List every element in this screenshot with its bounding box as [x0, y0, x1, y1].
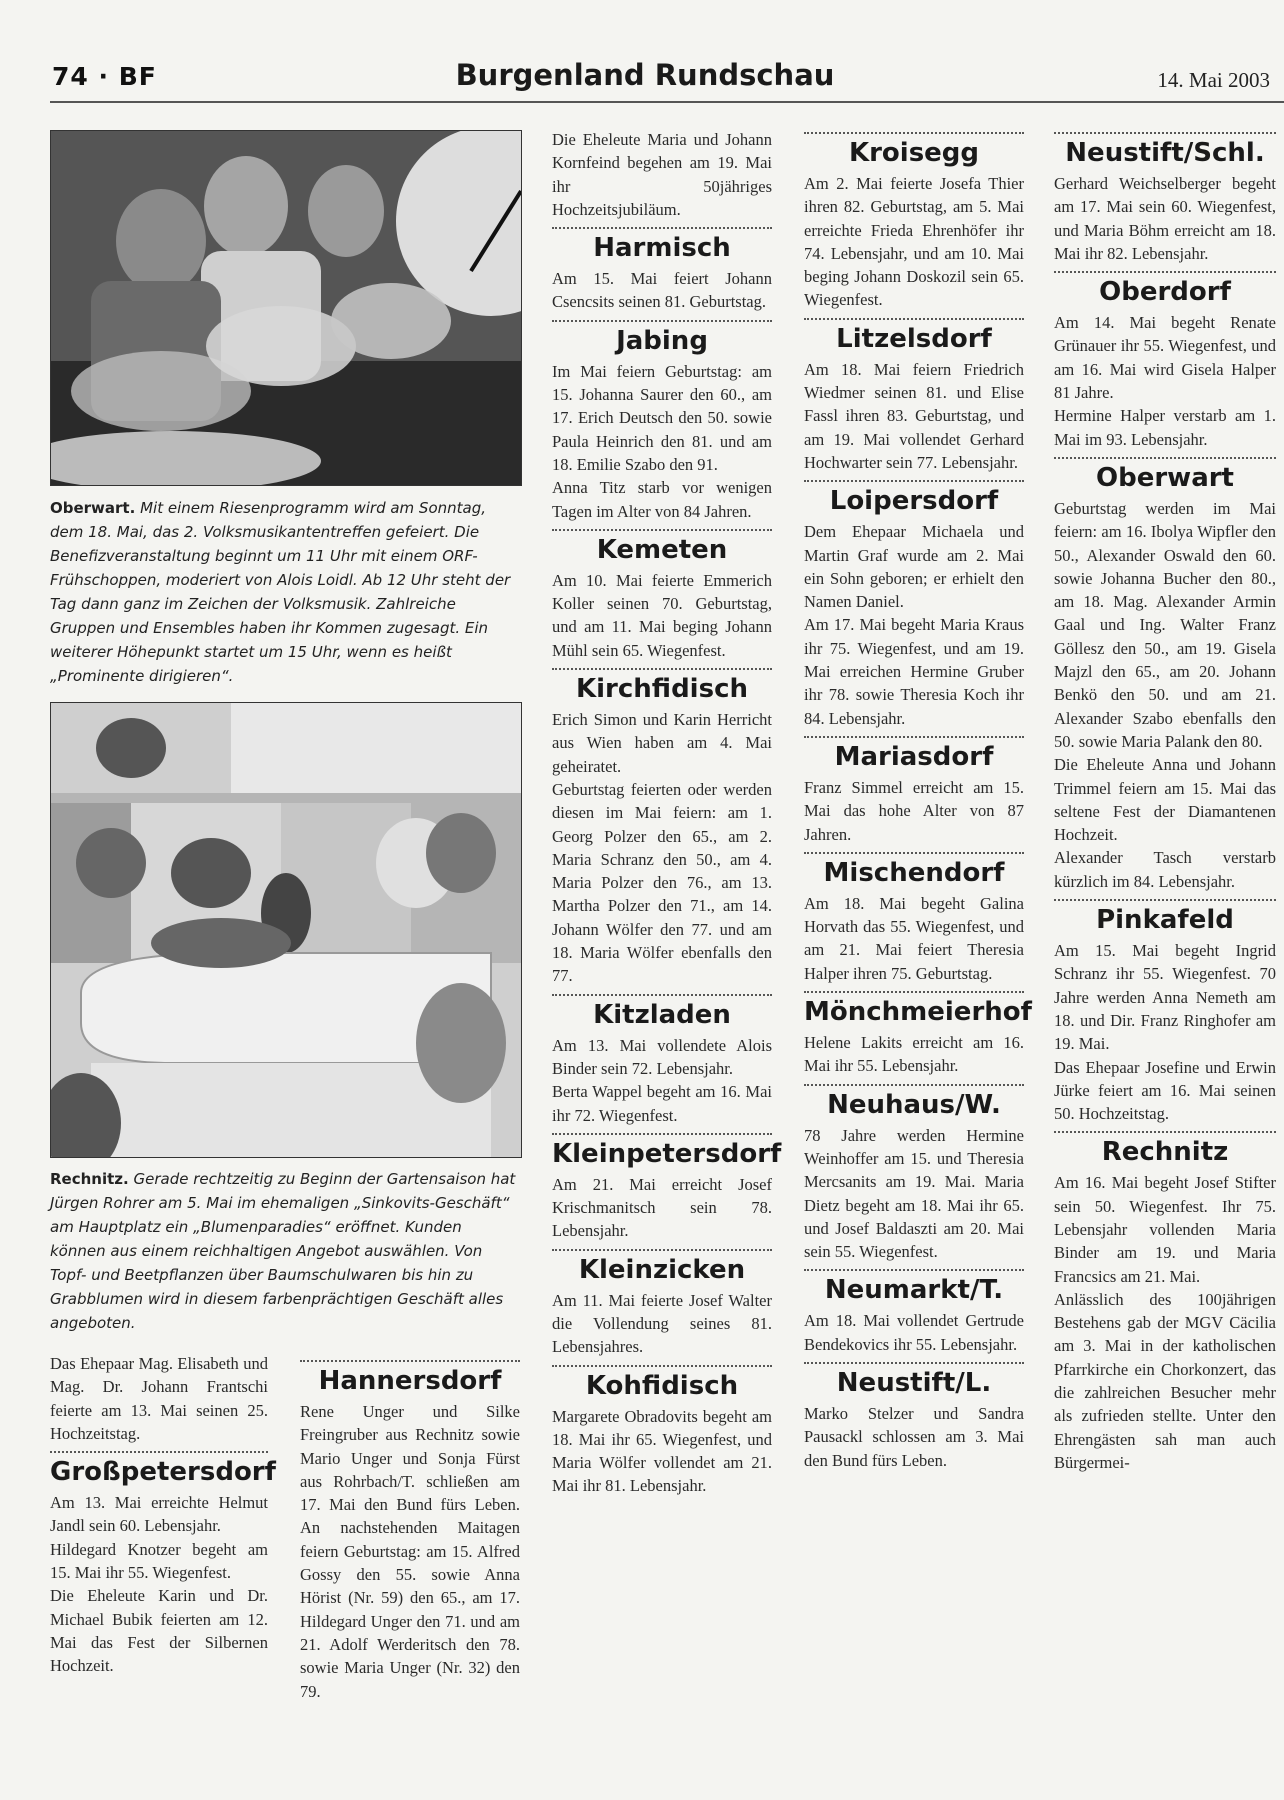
heading-kleinzicken: Kleinzicken [578, 1254, 746, 1285]
col3-kitzladen-1: Am 13. Mai vollendete Alois Binder sein 72. Lebensjahr. [552, 1035, 772, 1078]
col1-p2: Hildegard Knotzer begeht am 15. Mai ihr 55. Wiegenfest. [50, 1539, 268, 1583]
col5-oberwart-3: Alexander Tasch verstarb kürzlich im 84. Lebensjahr. [1054, 848, 1276, 891]
column-4 [804, 132, 1032, 1472]
separator [1054, 1131, 1276, 1133]
caption-oberwart-text: Mit einem Riesenprogramm wird am Sonntag, dem 18. Mai, das 2. Volksmusikantentreffen gefeiert. Die Benefizveranstaltung beginnt um 11 Uhr mit einem ORF-Frühschoppen, moderiert von Alois Loidl. Ab 12 Uhr steht der Tag dann ganz im Zeichen der Volksmusik. Zahlreiche Gruppen und Ensembles haben ihr Kommen zugesagt. Ein weiterer Höhepunkt startet um 15 Uhr, wenn es heißt „Prominente dirigieren“. [50, 499, 511, 685]
separator [1054, 132, 1276, 134]
col1-p1: Am 13. Mai erreichte Helmut Jandl sein 60. Lebensjahr. [50, 1493, 268, 1536]
col3-intro: Die Eheleute Maria und Johann Kornfeind begehen am 19. Mai ihr 50jähriges Hochzeitsjubiläum. [552, 130, 772, 219]
separator [552, 529, 772, 531]
heading-grosspetersdorf: Großpetersdorf [50, 1457, 276, 1488]
col3-kemeten: Am 10. Mai feierte Emmerich Koller seinen 70. Geburtstag, und am 11. Mai beging Johann Mühl sein 65. Wiegenfest. [552, 570, 772, 660]
col5-oberwart-1: Geburtstag werden im Mai feiern: am 16. Ibolya Wipfler den 50., Alexander Oswald den 60. sowie Johanna Bucher den 80., am 18. Mag. Alexander Armin Gaal und Ing. Walter Franz Göllesz den 50., am 19. Gisela Majzl den 65., am 20. Johann Benkö den 50. und am 21. Alexander Szabo ebenfalls den 50. sowie Maria Palank den 80. [1054, 498, 1276, 751]
heading-kirchfidisch: Kirchfidisch [576, 674, 748, 705]
flower-shop-photo-image [51, 703, 521, 1157]
col4-neumarkt: Am 18. Mai vollendet Gertrude Bendekovics ihr 55. Lebensjahr. [804, 1311, 1024, 1354]
col3-kitzladen-2: Berta Wappel begeht am 16. Mai ihr 72. Wiegenfest. [552, 1082, 772, 1125]
heading-hannersdorf: Hannersdorf [318, 1366, 502, 1396]
separator [804, 736, 1024, 738]
heading-litzelsdorf: Litzelsdorf [836, 323, 992, 354]
separator [552, 994, 772, 996]
heading-mischendorf: Mischendorf [823, 857, 1005, 888]
separator [1054, 271, 1276, 273]
heading-kroisegg: Kroisegg [848, 138, 980, 168]
heading-neustift-schl: Neustift/Schl. [1065, 138, 1265, 168]
separator [804, 318, 1024, 320]
caption-oberwart [50, 496, 520, 688]
heading-rechnitz: Rechnitz [1101, 1137, 1229, 1168]
col4-moenchmeierhof: Helene Lakits erreicht am 16. Mai ihr 55. Lebensjahr. [804, 1033, 1024, 1076]
heading-kemeten: Kemeten [596, 534, 728, 565]
caption-rechnitz-place: Rechnitz. [50, 1170, 129, 1188]
heading-loipersdorf: Loipersdorf [829, 486, 999, 517]
col3-harmisch: Am 15. Mai feiert Johann Csencsits seinen 81. Geburtstag. [552, 269, 772, 312]
col5-rechnitz-2: Anlässlich des 100jährigen Bestehens gab der MGV Cäcilia am 3. Mai in der katholischen Pfarrkirche ein Chorkonzert, das die zahlreichen Besucher mehr als zufrieden stellte. Unter den Ehrengästen sah man auch Bürgermei- [1054, 1289, 1276, 1472]
separator [552, 1365, 772, 1367]
col2-p1: Rene Unger und Silke Freingruber aus Rechnitz sowie Mario Unger und Sonja Fürst aus Rohrbach/T. schließen am 17. Mai den Bund fürs Leben. An nachstehenden Maitagen feiern Geburtstag: am 15. Alfred Gossy den 55. sowie Anna Hörist (Nr. 59) den 65., am 17. Hildegard Unger den 71. und am 21. Adolf Werderitsch den 78. sowie Maria Unger (Nr. 32) den 79. [300, 1402, 520, 1701]
column-1 [50, 1352, 276, 1678]
col3-kleinpetersdorf: Am 21. Mai erreicht Josef Krischmanitsch sein 78. Lebensjahr. [552, 1174, 772, 1241]
separator [804, 1084, 1024, 1086]
heading-mariasdorf: Mariasdorf [834, 741, 994, 772]
trumpet-photo-image [51, 131, 521, 485]
column-2 [300, 1360, 520, 1703]
col5-neustift-schl: Gerhard Weichselberger begeht am 17. Mai sein 60. Wiegenfest, und Maria Böhm erreicht am 18. Mai ihr 82. Lebensjahr. [1054, 174, 1276, 263]
heading-jabing: Jabing [616, 325, 708, 356]
col3-kirchfidisch-2: Geburtstag feierten oder werden diesen im Mai feiern: am 1. Georg Polzer den 65., am 2. Maria Schranz den 50., am 4. Maria Polzer den 76., am 13. Martha Polzer den 71., am 14. Johann Wölfer den 77. und am 18. Maria Wölfer ebenfalls den 77. [552, 779, 772, 986]
heading-neumarkt: Neumarkt/T. [824, 1275, 1004, 1306]
col3-kohfidisch: Margarete Obradovits begeht am 18. Mai ihr 65. Wiegenfest, und Maria Wölfer vollendet am 21. Mai ihr 81. Lebensjahr. [552, 1406, 772, 1496]
newspaper-title: Burgenland Rundschau [455, 58, 835, 92]
heading-oberwart: Oberwart [1096, 462, 1234, 493]
col5-oberwart-2: Die Eheleute Anna und Johann Trimmel feiern am 15. Mai das seltene Fest der Diamantenen Hochzeit. [1054, 755, 1276, 845]
col4-neuhaus: 78 Jahre werden Hermine Weinhoffer am 15. und Theresia Mercsanits am 19. Mai. Maria Dietz begeht am 18. Mai ihr 65. und Josef Baldaszti am 20. Mai sein 55. Wiegenfest. [804, 1125, 1024, 1262]
heading-moenchmeierhof: Mönchmeierhof [804, 997, 1032, 1028]
separator [552, 668, 772, 670]
col4-kroisegg: Am 2. Mai feierte Josefa Thier ihren 82. Geburtstag, am 5. Mai erreichte Frieda Ehrenhöfer ihr 74. Lebensjahr, und am 10. Mai beging Johann Doskozil sein 65. Wiegenfest. [804, 174, 1024, 310]
col3-kleinzicken: Am 11. Mai feierte Josef Walter die Vollendung seines 81. Lebensjahres. [552, 1290, 772, 1357]
heading-kohfidisch: Kohfidisch [585, 1370, 739, 1401]
caption-rechnitz [50, 1167, 520, 1335]
caption-oberwart-place: Oberwart. [50, 499, 136, 517]
separator [804, 852, 1024, 854]
heading-neustift-l: Neustift/L. [836, 1367, 992, 1398]
col4-litzelsdorf: Am 18. Mai feiern Friedrich Wiedmer seinen 81. und Elise Fassl ihren 83. Geburtstag, und am 19. Mai vollendet Gerhard Hochwarter sein 77. Lebensjahr. [804, 359, 1024, 472]
col4-mariasdorf: Franz Simmel erreicht am 15. Mai das hohe Alter von 87 Jahren. [804, 777, 1024, 844]
separator [300, 1360, 520, 1362]
page-number: 74 · BF [52, 62, 157, 91]
col5-pinkafeld-2: Das Ehepaar Josefine und Erwin Jürke feiert am 16. Mai seinen 50. Hochzeitstag. [1054, 1057, 1276, 1124]
separator [804, 132, 1024, 134]
col5-rechnitz-1: Am 16. Mai begeht Josef Stifter sein 50. Wiegenfest. Ihr 75. Lebensjahr vollenden Maria Binder am 19. und Maria Francsics am 21. Mai. [1054, 1173, 1276, 1286]
col4-neustift-l: Marko Stelzer und Sandra Pausackl schlossen am 3. Mai den Bund fürs Leben. [804, 1403, 1024, 1470]
separator [552, 1133, 772, 1135]
heading-neuhaus: Neuhaus/W. [827, 1089, 1001, 1120]
separator [1054, 457, 1276, 459]
photo-trumpet-players [50, 130, 522, 486]
col5-oberdorf-2: Hermine Halper verstarb am 1. Mai im 93. Lebensjahr. [1054, 406, 1276, 449]
col1-intro: Das Ehepaar Mag. Elisabeth und Mag. Dr. Johann Frantschi feierte am 13. Mai seinen 25. Hochzeitstag. [50, 1354, 268, 1443]
header-rule [50, 101, 1284, 103]
col1-p3: Die Eheleute Karin und Dr. Michael Bubik feierten am 12. Mai das Fest der Silbernen Hochzeit. [50, 1586, 268, 1676]
col3-jabing-2: Anna Titz starb vor wenigen Tagen im Alter von 84 Jahren. [552, 478, 772, 521]
col3-kirchfidisch-1: Erich Simon und Karin Herricht aus Wien haben am 4. Mai geheiratet. [552, 710, 772, 776]
col4-loipersdorf-1: Dem Ehepaar Michaela und Martin Graf wurde am 2. Mai ein Sohn geboren; er erhielt den Namen Daniel. [804, 522, 1024, 612]
heading-kleinpetersdorf: Kleinpetersdorf [552, 1138, 782, 1169]
col4-mischendorf: Am 18. Mai begeht Galina Horvath das 55. Wiegenfest, und am 21. Mai feiert Theresia Halper ihren 75. Geburtstag. [804, 893, 1024, 983]
separator [804, 991, 1024, 993]
col4-loipersdorf-2: Am 17. Mai begeht Maria Kraus ihr 75. Wiegenfest, und am 19. Mai erreichen Hermine Gruber ihr 78. sowie Theresia Koch ihr 84. Lebensjahr. [804, 615, 1024, 728]
separator [804, 480, 1024, 482]
heading-harmisch: Harmisch [593, 233, 731, 264]
col3-jabing-1: Im Mai feiern Geburtstag: am 15. Johanna Saurer den 60., am 17. Erich Deutsch den 50. sowie Paula Heinrich den 81. und am 18. Emilie Szabo den 91. [552, 361, 772, 474]
separator [804, 1269, 1024, 1271]
separator [552, 1249, 772, 1251]
col5-pinkafeld-1: Am 15. Mai begeht Ingrid Schranz ihr 55. Wiegenfest. 70 Jahre werden Anna Nemeth am 18. und Dir. Franz Ringhofer am 19. Mai. [1054, 941, 1276, 1054]
heading-oberdorf: Oberdorf [1099, 277, 1231, 308]
separator [1054, 899, 1276, 901]
separator [50, 1451, 268, 1453]
separator [552, 320, 772, 322]
photo-flower-shop [50, 702, 522, 1158]
separator [552, 227, 772, 229]
heading-kitzladen: Kitzladen [593, 999, 731, 1030]
column-5 [1054, 132, 1276, 1474]
separator [804, 1362, 1024, 1364]
heading-pinkafeld: Pinkafeld [1096, 905, 1234, 936]
caption-rechnitz-text: Gerade rechtzeitig zu Beginn der Gartensaison hat Jürgen Rohrer am 5. Mai im ehemaligen „Sinkovits-Geschäft“ am Hauptplatz ein „Blumenparadies“ eröffnet. Kunden können aus einem reichhaltigen Angebot auswählen. Von Topf- und Beetpflanzen über Baumschulwaren bis hin zu Grabblumen wird in diesem farbenprächtigen Geschäft alles angeboten. [50, 1170, 516, 1332]
column-3 [552, 128, 782, 1498]
col5-oberdorf-1: Am 14. Mai begeht Renate Grünauer ihr 55. Wiegenfest, und am 16. Mai wird Gisela Halper 81 Jahre. [1054, 313, 1276, 403]
issue-date: 14. Mai 2003 [1157, 68, 1270, 92]
